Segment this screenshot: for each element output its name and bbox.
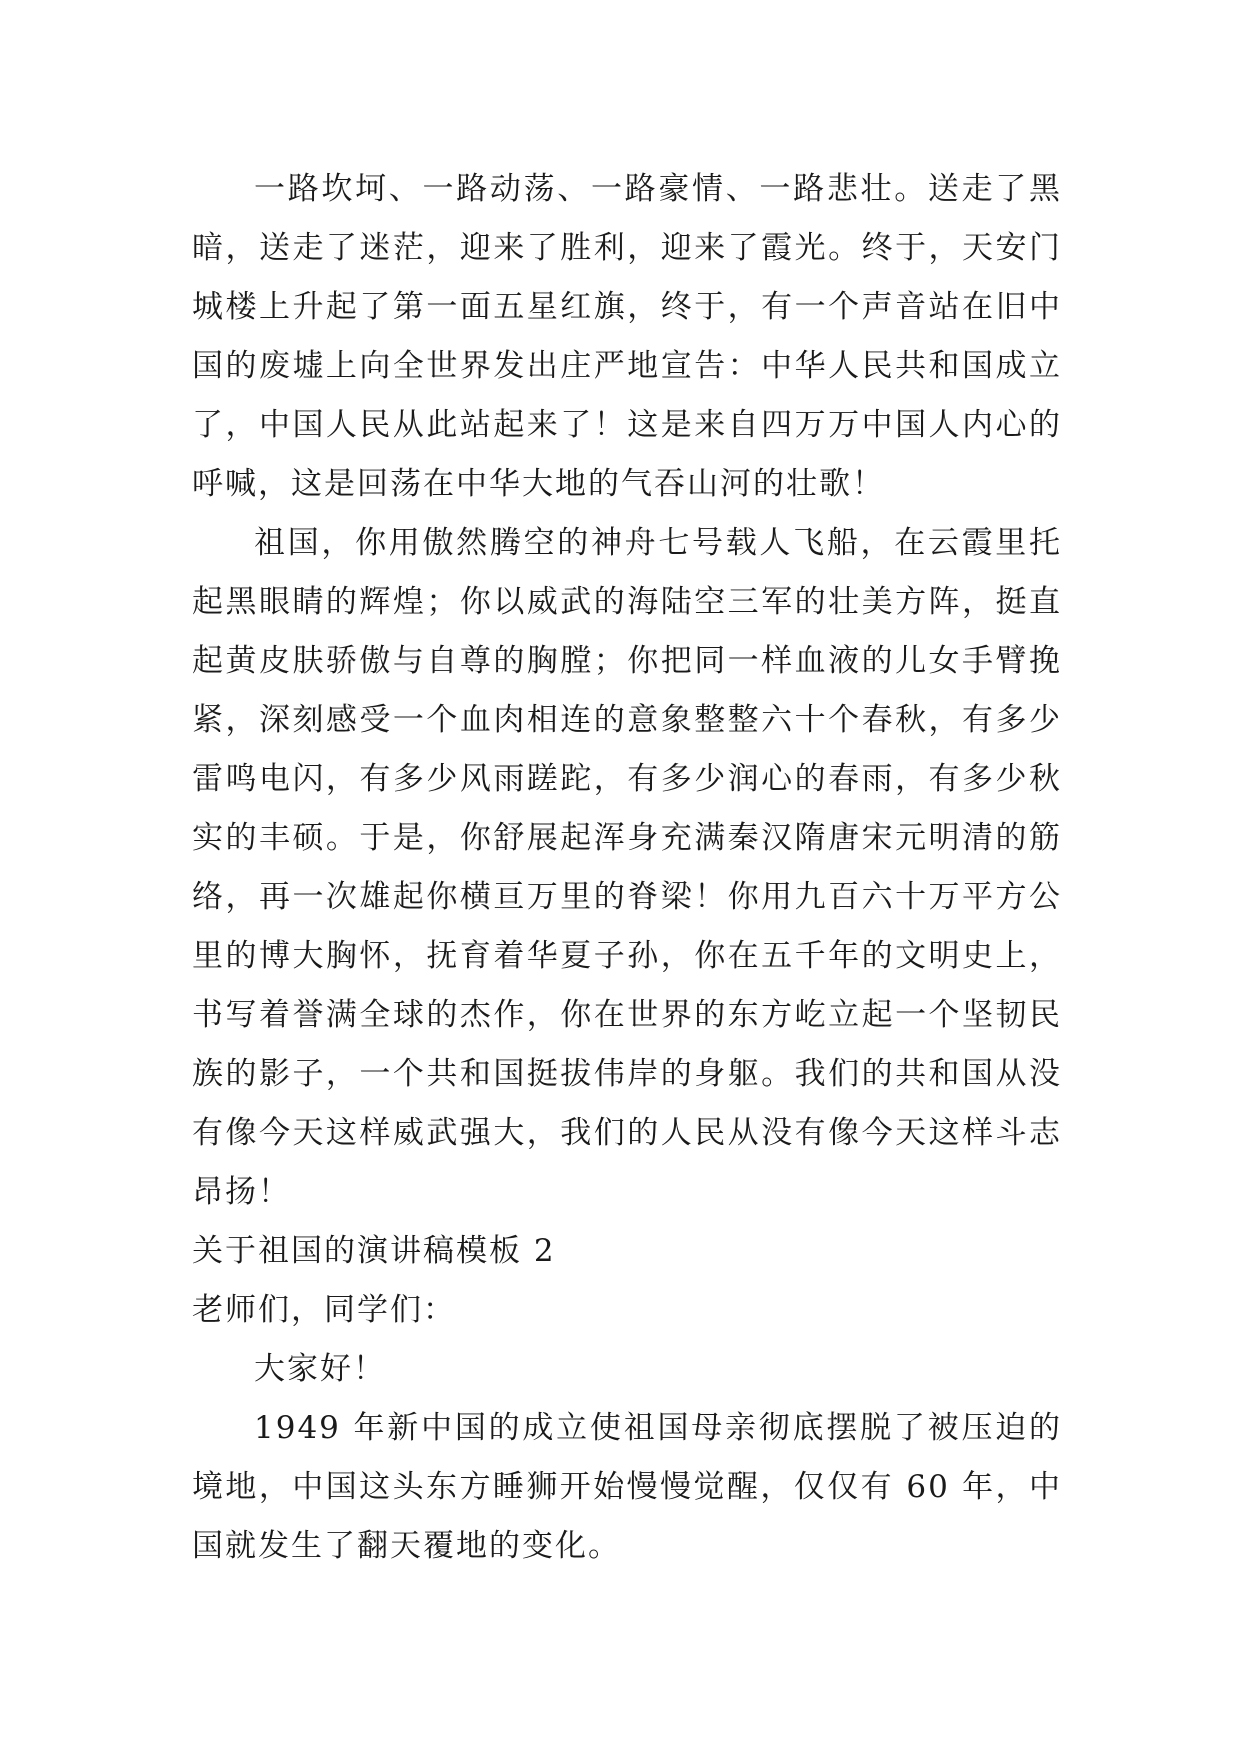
greeting: 大家好！: [254, 1351, 386, 1387]
document-body: [192, 160, 1062, 1576]
paragraph-1949: 1949 年新中国的成立使祖国母亲彻底摆脱了被压迫的境地，中国这头东方睡狮开始慢慢觉醒，仅仅有 60 年，中国就发生了翻天覆地的变化。: [192, 1410, 1062, 1564]
salutation: 老师们，同学们：: [192, 1292, 456, 1328]
section-title: 关于祖国的演讲稿模板 2: [192, 1233, 556, 1269]
paragraph-struggle: 一路坎坷、一路动荡、一路豪情、一路悲壮。送走了黑暗，送走了迷茫，迎来了胜利，迎来了霞光。终于，天安门城楼上升起了第一面五星红旗，终于，有一个声音站在旧中国的废墟上向全世界发出庄严地宣告：中华人民共和国成立了，中国人民从此站起来了！这是来自四万万中国人内心的呼喊，这是回荡在中华大地的气吞山河的壮歌！: [192, 171, 1062, 502]
paragraph-motherland: 祖国，你用傲然腾空的神舟七号载人飞船，在云霞里托起黑眼睛的辉煌；你以威武的海陆空三军的壮美方阵，挺直起黄皮肤骄傲与自尊的胸膛；你把同一样血液的儿女手臂挽紧，深刻感受一个血肉相连的意象整整六十个春秋，有多少雷鸣电闪，有多少风雨蹉跎，有多少润心的春雨，有多少秋实的丰硕。于是，你舒展起浑身充满秦汉隋唐宋元明清的筋络，再一次雄起你横亘万里的脊梁！你用九百六十万平方公里的博大胸怀，抚育着华夏子孙，你在五千年的文明史上，书写着誉满全球的杰作，你在世界的东方屹立起一个坚韧民族的影子，一个共和国挺拔伟岸的身躯。我们的共和国从没有像今天这样威武强大，我们的人民从没有像今天这样斗志昂扬！: [192, 525, 1062, 1210]
